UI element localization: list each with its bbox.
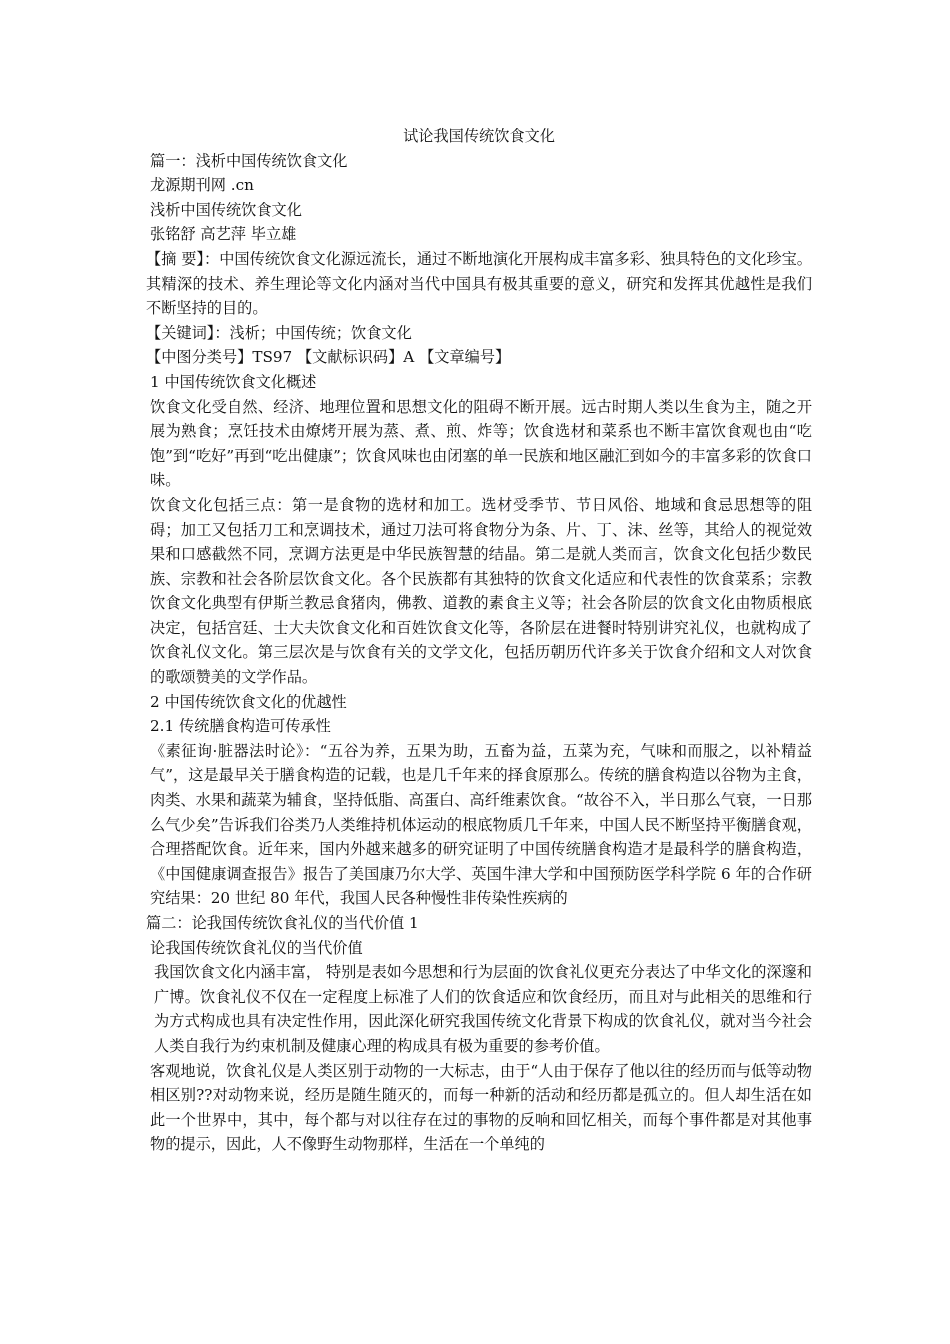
heading-1: 1 中国传统饮食文化概述 [150,372,317,391]
section-heading-1: 篇一：浅析中国传统饮食文化 [150,151,348,170]
paragraph-2: 饮食文化包括三点：第一是食物的选材和加工。选材受季节、节日风俗、地域和食忌思想等的阻碍；加工又包括刀工和烹调技术，通过刀法可将食物分为条、片、丁、沫、丝等，其给人的视觉效果和口感截然不同，烹调方法更是中华民族智慧的结晶。第二是就人类而言，饮食文化包括少数民族、宗教和社会各阶层饮食文化。各个民族都有其独特的饮食文化适应和代表性的饮食菜系；宗教饮食文化典型有伊斯兰教忌食猪肉，佛教、道教的素食主义等；社会各阶层的饮食文化由物质根底决定，包括宫廷、士大夫饮食文化和百姓饮食文化等，各阶层在进餐时特别讲究礼仪，也就构成了饮食礼仪文化。第三层次是与饮食有关的文学文化，包括历朝历代许多关于饮食介绍和文人对饮食的歌颂赞美的文学作品。 [150,495,812,687]
section-heading-2: 篇二：论我国传统饮食礼仪的当代价值 1 [146,914,419,932]
abstract-paragraph: 【摘 要】：中国传统饮食文化源远流长，通过不断地演化开展构成丰富多彩、独具特色的文化珍宝。其精深的技术、养生理论等文化内涵对当代中国具有极其重要的意义，研究和发挥其优越性是我们不断坚持的目的。 [146,249,812,318]
article-title-2: 论我国传统饮食礼仪的当代价值 [150,938,363,957]
paragraph-3: 《素征询·脏器法时论》：“五谷为养，五果为助，五畜为益，五菜为充，气味和而服之，以补精益气”，这是最早关于膳食构造的记载，也是几千年来的择食原那么。传统的膳食构造以谷物为主食，肉类、水果和蔬菜为辅食，坚持低脂、高蛋白、高纤维素饮食。“故谷不入，半日那么气衰，一日那么气少矣”告诉我们谷类乃人类维持机体运动的根底物质几千年来，中国人民不断坚持平衡膳食观，合理搭配饮食。近年来，国内外越来越多的研究证明了中国传统膳食构造才是最科学的膳食构造，《中国健康调查报告》报告了美国康乃尔大学、英国牛津大学和中国预防医学科学院 6 年的合作研究结果：20 世纪 80 年代，我国人民各种慢性非传染性疾病的 [150,741,812,908]
article-title: 浅析中国传统饮食文化 [150,200,302,219]
document-page [146,124,812,1157]
paragraph-5: 客观地说，饮食礼仪是人类区别于动物的一大标志，由于“人由于保存了他以往的经历而与低等动物相区别??对动物来说，经历是随生随灭的，而每一种新的活动和经历都是孤立的。但人却生活在如此一个世界中，其中，每个都与对以往存在过的事物的反响和回忆相关，而每个事件都是对其他事物的提示，因此，人不像野生动物那样，生活在一个单纯的 [150,1061,812,1154]
source-line: 龙源期刊网 .cn [150,176,254,195]
paragraph-4: 我国饮食文化内涵丰富， 特别是表如今思想和行为层面的饮食礼仪更充分表达了中华文化的深邃和广博。饮食礼仪不仅在一定程度上标准了人们的饮食适应和饮食经历，而且对与此相关的思维和行为方式构成也具有决定性作用，因此深化研究我国传统文化背景下构成的饮食礼仪，就对当今社会人类自我行为约束机制及健康心理的构成具有极为重要的参考价值。 [154,963,812,1055]
authors: 张铭舒 高艺萍 毕立雄 [150,225,297,244]
heading-2: 2 中国传统饮食文化的优越性 [150,692,347,711]
classification-line: 【中图分类号】TS97 【文献标识码】A 【文章编号】 [146,348,511,367]
paragraph-1: 饮食文化受自然、经济、地理位置和思想文化的阻碍不断开展。远古时期人类以生食为主，随之开展为熟食；烹饪技术由燎烤开展为蒸、煮、煎、炸等；饮食选材和菜系也不断丰富饮食观也由“吃 饱”到“吃好”再到“吃出健康”；饮食风味也由闭塞的单一民族和地区融汇到如今的丰富多彩的饮食口味。 [150,397,812,490]
heading-2-1: 2.1 传统膳食构造可传承性 [150,717,331,736]
doc-title: 试论我国传统饮食文化 [403,127,555,145]
keywords-line: 【关键词】：浅析；中国传统；饮食文化 [146,323,412,342]
